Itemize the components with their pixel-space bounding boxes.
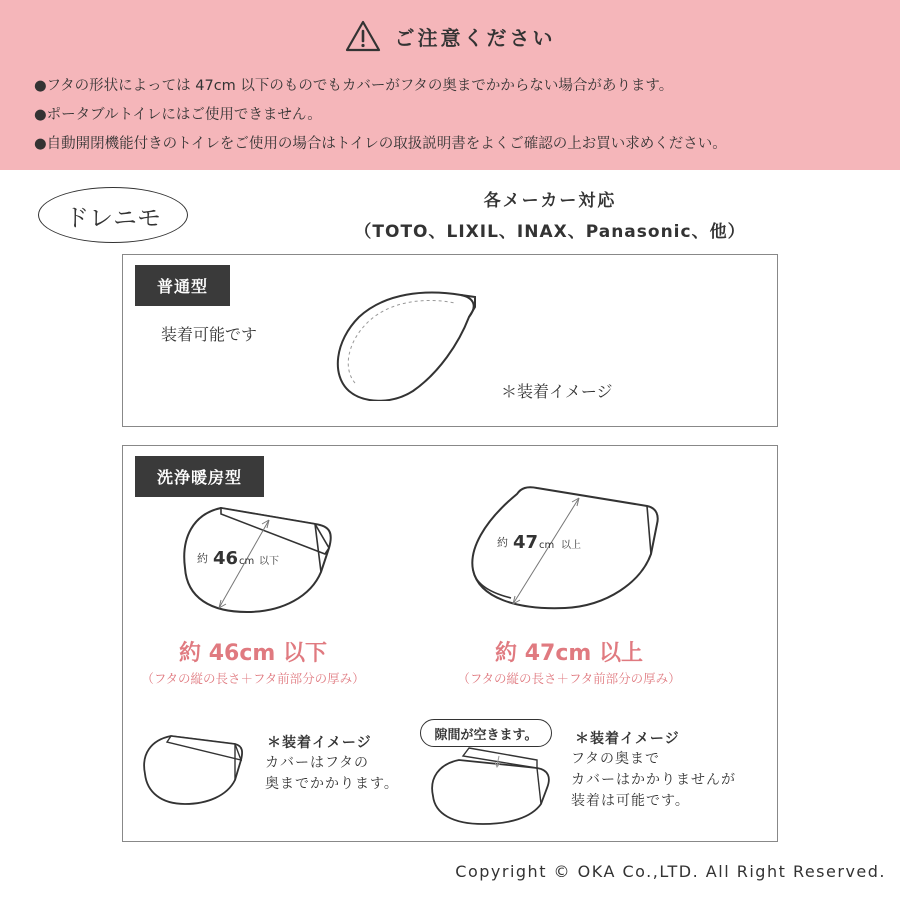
notice-title-text: ご注意ください xyxy=(394,25,556,50)
lid-47-value: 47 xyxy=(513,532,539,553)
size-46-text: 約 46cm 以下 xyxy=(179,641,327,666)
lid-47-unit: cm xyxy=(539,540,555,551)
notice-line-2: ●ポータブルトイレにはご使用できません。 xyxy=(34,107,322,123)
gap-speech-bubble: 隙間が空きます。 xyxy=(420,719,552,747)
size-label-46 xyxy=(123,636,383,687)
washlet-type-panel xyxy=(122,445,778,842)
lid-46-unit: cm xyxy=(239,556,255,567)
normal-type-tag: 普通型 xyxy=(135,265,230,306)
fitted-cover-illustration xyxy=(137,730,247,806)
lid-47-suffix: 以上 xyxy=(561,540,581,551)
compatibility-heading xyxy=(200,186,900,242)
normal-type-panel xyxy=(122,254,778,427)
lid-47-prefix: 約 xyxy=(497,536,508,549)
size-46-note: （フタの縦の長さ＋フタ前部分の厚み） xyxy=(141,671,365,686)
warning-triangle-icon xyxy=(345,20,381,52)
normal-lid-cover-illustration xyxy=(329,283,479,401)
notice-line-3: ●自動開閉機能付きのトイレをご使用の場合はトイレの取扱説明書をよくご確認の上お買い求めください。 xyxy=(34,136,727,152)
lid-46-suffix: 以下 xyxy=(259,556,279,567)
brand-badge: ドレニモ xyxy=(38,187,188,243)
left-image-title: ＊装着イメージ xyxy=(267,735,372,751)
notice-title xyxy=(0,20,900,52)
normal-type-image-label: ＊装着イメージ xyxy=(501,382,613,401)
washlet-type-tag: 洗浄暖房型 xyxy=(135,456,264,497)
compatibility-makers: （TOTO、LIXIL、INAX、Panasonic、他） xyxy=(354,222,746,242)
right-image-text-2: カバーはかかりませんが xyxy=(571,772,736,788)
normal-type-status: 装着可能です xyxy=(161,325,258,344)
notice-line-1: ●フタの形状によっては 47cm 以下のものでもカバーがフタの奥までかからない場合があります。 xyxy=(34,78,674,94)
size-label-47 xyxy=(439,636,699,687)
size-47-text: 約 47cm 以上 xyxy=(495,641,643,666)
left-image-text-1: カバーはフタの xyxy=(265,755,370,771)
right-image-text-1: フタの奥まで xyxy=(571,751,661,767)
lid-47cm-diagram xyxy=(457,482,663,612)
right-image-title: ＊装着イメージ xyxy=(575,731,680,747)
lid-46cm-diagram xyxy=(175,498,339,616)
right-image-text-3: 装着は可能です。 xyxy=(571,793,690,809)
compatibility-title: 各メーカー対応 xyxy=(483,191,617,211)
size-47-note: （フタの縦の長さ＋フタ前部分の厚み） xyxy=(457,671,681,686)
left-image-text-2: 奥までかかります。 xyxy=(265,776,399,792)
notice-banner xyxy=(0,0,900,170)
lid-46-value: 46 xyxy=(213,548,239,569)
lid-46-prefix: 約 xyxy=(197,552,208,565)
gap-cover-illustration xyxy=(425,742,559,826)
copyright-text: Copyright © OKA Co.,LTD. All Right Reserved. xyxy=(455,862,886,881)
